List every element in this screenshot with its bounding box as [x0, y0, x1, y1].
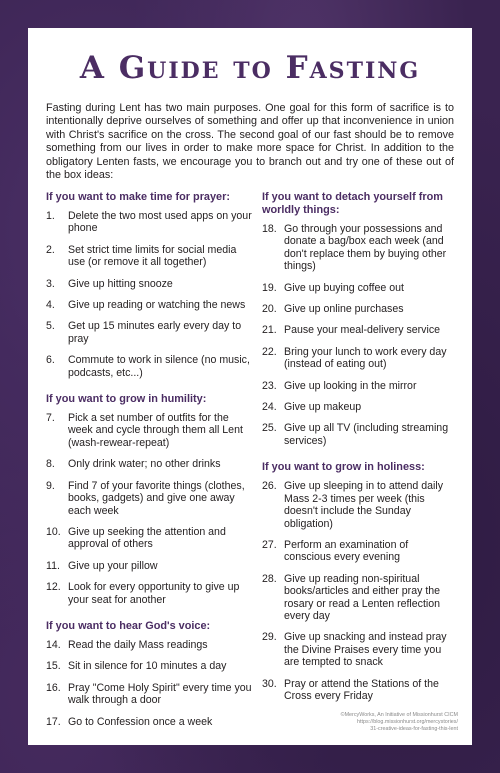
- item-number: 19.: [262, 281, 277, 294]
- item-number: 7.: [46, 412, 55, 425]
- item-text: Pray or attend the Stations of the Cross every Friday: [284, 677, 439, 702]
- section-heading: If you want to grow in humility:: [46, 393, 207, 406]
- right-column: [262, 191, 458, 711]
- item-text: Pray "Come Holy Spirit" every time you walk through a door: [68, 681, 252, 707]
- item-number: 28.: [262, 572, 277, 585]
- list-item: [262, 422, 458, 447]
- list-item: [262, 223, 458, 273]
- list-item: [262, 303, 458, 315]
- item-text: Give up sleeping in to attend daily Mass 2-3 times per week (this doesn't include the Sunday obligation): [284, 480, 444, 530]
- item-number: 23.: [262, 379, 277, 392]
- item-text: Give up reading or watching the news: [68, 299, 246, 312]
- item-text: Give up online purchases: [284, 303, 404, 316]
- idea-list: [262, 223, 458, 447]
- section-heading: If you want to hear God's voice:: [46, 619, 211, 632]
- list-item: [46, 660, 252, 672]
- item-text: Give up seeking the attention and approval of others: [68, 525, 226, 551]
- flyer-card: [28, 28, 472, 745]
- item-text: Look for every opportunity to give up your seat for another: [68, 581, 240, 606]
- item-number: 27.: [262, 538, 277, 551]
- item-number: 6.: [46, 354, 55, 367]
- item-text: Give up buying coffee out: [284, 281, 404, 294]
- item-number: 22.: [262, 345, 277, 358]
- list-item: [262, 380, 458, 392]
- list-item: [46, 581, 252, 606]
- list-item: [262, 282, 458, 294]
- intro-paragraph: Fasting during Lent has two main purposes. One goal for this form of sacrifice is to intentionally deprive ourselves of something and offer up that inconvenience in union with Christ's sacrifice on the cross. The second goal of our fast should be to remove something from our lives in order to make more space for Christ. In addition to the obligatory Lenten fasts, we encourage you to branch out and try one of these out of the box ideas:: [46, 102, 454, 182]
- item-number: 11.: [46, 559, 60, 572]
- item-number: 21.: [262, 324, 277, 337]
- item-text: Read the daily Mass readings: [68, 638, 208, 651]
- left-column: [46, 191, 252, 737]
- list-item: [262, 573, 458, 623]
- item-text: Give up hitting snooze: [68, 277, 173, 290]
- list-item: [46, 639, 252, 651]
- item-text: Give up reading non-spiritual books/articles and either pray the rosary or read a Lenten reflection every day: [284, 572, 441, 622]
- item-text: Perform an examination of conscious every evening: [284, 538, 409, 564]
- item-number: 25.: [262, 422, 277, 435]
- item-number: 12.: [46, 581, 61, 594]
- list-item: [46, 320, 252, 345]
- list-item: [262, 678, 458, 703]
- list-item: [262, 324, 458, 336]
- list-item: [262, 480, 458, 530]
- item-number: 10.: [46, 525, 61, 538]
- item-text: Bring your lunch to work every day (instead of eating out): [284, 345, 447, 371]
- list-item: [262, 401, 458, 413]
- list-item: [46, 210, 252, 235]
- item-number: 17.: [46, 715, 61, 728]
- list-item: [46, 244, 252, 269]
- section-heading: If you want to detach yourself from worldly things:: [262, 191, 443, 216]
- credit-line-2: https://blog.missionhurst.org/mercystories/: [357, 719, 458, 725]
- list-item: [262, 539, 458, 564]
- item-text: Delete the two most used apps on your phone: [68, 210, 252, 235]
- item-text: Give up all TV (including streaming services): [284, 422, 449, 447]
- item-number: 30.: [262, 677, 277, 690]
- item-text: Pause your meal-delivery service: [284, 324, 441, 337]
- item-text: Find 7 of your favorite things (clothes, books, gadgets) and give one away each week: [68, 479, 245, 517]
- item-number: 20.: [262, 303, 277, 316]
- item-number: 4.: [46, 299, 55, 312]
- list-item: [46, 480, 252, 517]
- item-text: Give up your pillow: [68, 559, 158, 572]
- item-number: 16.: [46, 681, 61, 694]
- item-text: Commute to work in silence (no music, podcasts, etc...): [68, 354, 250, 379]
- item-number: 8.: [46, 458, 55, 471]
- list-item: [46, 526, 252, 551]
- credit-footer: [341, 712, 458, 733]
- item-text: Set strict time limits for social media use (or remove it all together): [68, 243, 237, 269]
- item-text: Give up looking in the mirror: [284, 379, 417, 392]
- list-item: [46, 412, 252, 449]
- section-heading: If you want to make time for prayer:: [46, 191, 230, 203]
- idea-list: [46, 412, 252, 606]
- item-text: Get up 15 minutes early every day to pray: [68, 320, 242, 345]
- item-number: 29.: [262, 631, 277, 644]
- list-item: [46, 560, 252, 572]
- idea-list: [262, 480, 458, 702]
- item-number: 15.: [46, 660, 61, 673]
- item-number: 5.: [46, 320, 55, 333]
- section-heading: If you want to grow in holiness:: [262, 461, 425, 474]
- list-item: [46, 716, 252, 728]
- list-item: [46, 278, 252, 290]
- list-item: [262, 346, 458, 371]
- page-title: A Guide to Fasting: [79, 50, 421, 86]
- credit-line-1: ©MercyWorks, An Initiative of Missionhurst CICM: [340, 712, 458, 718]
- idea-list: [46, 639, 252, 728]
- item-number: 3.: [46, 277, 55, 290]
- item-text: Go to Confession once a week: [68, 715, 213, 728]
- list-item: [46, 299, 252, 311]
- item-text: Pick a set number of outfits for the week and cycle through them all Lent (wash-rewear-repeat): [68, 412, 243, 449]
- item-text: Go through your possessions and donate a bag/box each week (and don't replace them by buying other things): [284, 223, 447, 273]
- credit-line-3: 31-creative-ideas-for-fasting-this-lent: [370, 726, 458, 732]
- item-number: 14.: [46, 638, 61, 651]
- list-item: [46, 354, 252, 379]
- item-number: 18.: [262, 223, 277, 235]
- item-number: 2.: [46, 243, 55, 256]
- list-item: [262, 631, 458, 668]
- item-number: 9.: [46, 479, 55, 492]
- idea-list: [46, 210, 252, 379]
- item-number: 26.: [262, 480, 277, 493]
- list-item: [46, 458, 252, 470]
- item-number: 24.: [262, 401, 277, 414]
- item-text: Give up makeup: [284, 401, 362, 414]
- item-number: 1.: [46, 210, 55, 222]
- item-text: Only drink water; no other drinks: [68, 458, 221, 471]
- list-item: [46, 682, 252, 707]
- item-text: Sit in silence for 10 minutes a day: [68, 660, 227, 673]
- item-text: Give up snacking and instead pray the Divine Praises every time you are tempted to snack: [284, 631, 447, 669]
